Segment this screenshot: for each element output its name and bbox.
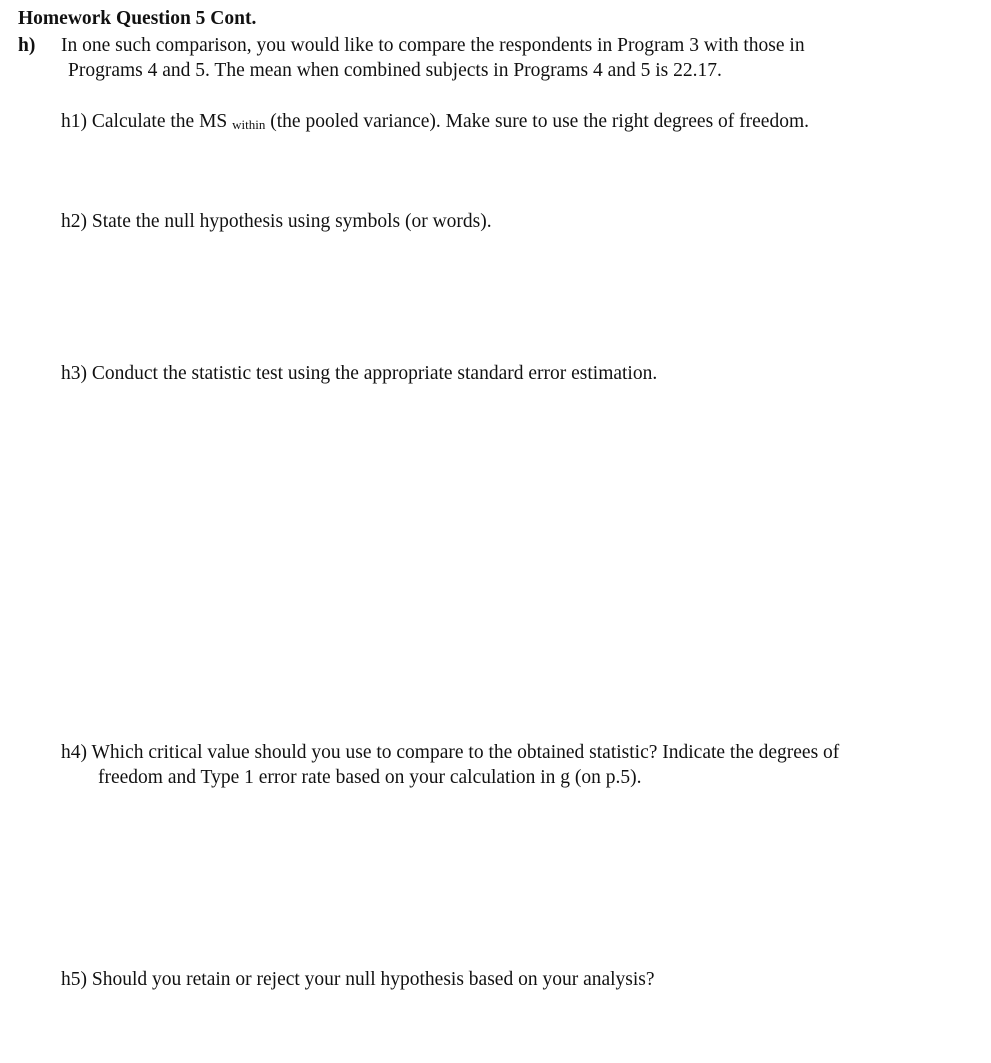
question-h1-subscript: within (232, 117, 266, 132)
part-h-text-line1: In one such comparison, you would like to compare the respondents in Program 3 with those in (61, 35, 805, 56)
part-h-text-line2: Programs 4 and 5. The mean when combined subjects in Programs 4 and 5 is 22.17. (68, 60, 722, 81)
part-h-label: h) (18, 35, 36, 56)
question-h4-line1: h4) Which critical value should you use to compare to the obtained statistic? Indicate the degrees of (61, 742, 840, 763)
question-h1 (61, 110, 809, 135)
question-h1-post: (the pooled variance). Make sure to use the right degrees of freedom. (265, 111, 809, 132)
question-h1-pre: h1) Calculate the MS (61, 111, 233, 132)
question-h4-line2: freedom and Type 1 error rate based on your calculation in g (on p.5). (98, 767, 642, 788)
question-h3: h3) Conduct the statistic test using the appropriate standard error estimation. (61, 363, 658, 384)
question-h5: h5) Should you retain or reject your null hypothesis based on your analysis? (61, 969, 655, 990)
page-title: Homework Question 5 Cont. (18, 8, 257, 29)
question-h2: h2) State the null hypothesis using symbols (or words). (61, 211, 492, 232)
